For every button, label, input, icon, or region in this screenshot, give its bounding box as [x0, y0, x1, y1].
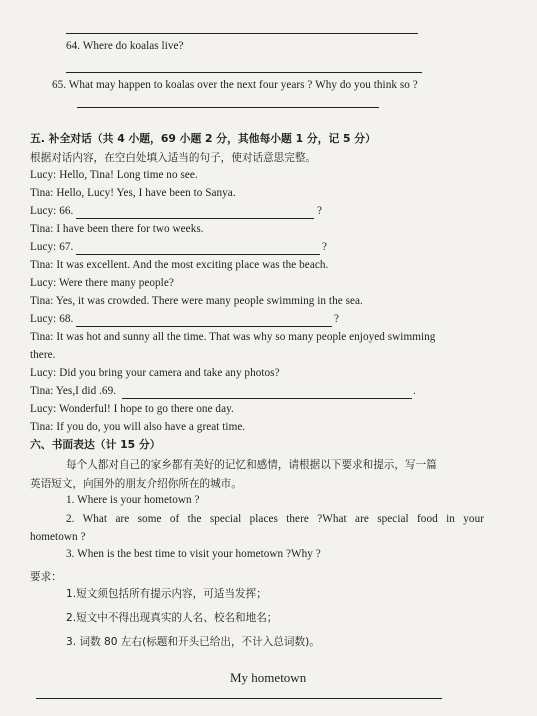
- dialogue-line: Tina: It was excellent. And the most exciting place was the beach.: [30, 259, 329, 271]
- essay-writing-line[interactable]: [36, 698, 442, 699]
- dialogue-line: Tina: It was hot and sunny all the time. That was why so many people enjoyed swimming: [30, 331, 436, 343]
- question-mark: ?: [334, 313, 340, 325]
- hint-item: 3. When is the best time to visit your hometown ?Why ?: [66, 548, 321, 560]
- question-64: 64. Where do koalas live?: [66, 40, 184, 52]
- answer-blank-66[interactable]: [76, 218, 314, 219]
- requirement-item: 2.短文中不得出现真实的人名、校名和地名；: [66, 612, 278, 624]
- answer-line-64[interactable]: [66, 72, 422, 73]
- dialogue-line: Lucy: Were there many people?: [30, 277, 174, 289]
- dialogue-line: Tina: I have been there for two weeks.: [30, 223, 204, 235]
- question-mark: ?: [322, 241, 328, 253]
- period-mark: .: [413, 385, 416, 397]
- section-5-heading: 五. 补全对话（共 4 小题，69 小题 2 分，其他每小题 1 分，记 5 分）: [30, 132, 376, 145]
- hint-item: 2. What are some of the special places there ?What are special food in your: [66, 513, 484, 525]
- section-5-instruction: 根据对话内容，在空白处填入适当的句子，使对话意思完整。: [30, 152, 317, 164]
- answer-blank-68[interactable]: [76, 326, 332, 327]
- question-mark: ?: [317, 205, 323, 217]
- requirement-item: 1.短文须包括所有提示内容，可适当发挥；: [66, 588, 267, 600]
- answer-blank-67[interactable]: [76, 254, 320, 255]
- dialogue-line: Lucy: Hello, Tina! Long time no see.: [30, 169, 198, 181]
- dialogue-line: Tina: Hello, Lucy! Yes, I have been to Sanya.: [30, 187, 236, 199]
- requirements-label: 要求：: [30, 571, 62, 583]
- dialogue-line: Tina: If you do, you will also have a great time.: [30, 421, 246, 433]
- dialogue-line-69: Tina: Yes,I did .69.: [30, 385, 117, 397]
- writing-prompt: 英语短文，向国外的朋友介绍你所在的城市。: [30, 478, 242, 490]
- question-65: 65. What may happen to koalas over the next four years ? Why do you think so ?: [52, 79, 418, 91]
- dialogue-line: Tina: Yes, it was crowded. There were many people swimming in the sea.: [30, 295, 363, 307]
- requirement-item: 3. 词数 80 左右(标题和开头已给出，不计入总词数)。: [66, 636, 320, 648]
- dialogue-line: Lucy: Did you bring your camera and take any photos?: [30, 367, 280, 379]
- hint-item: 1. Where is your hometown ?: [66, 494, 200, 506]
- dialogue-line: there.: [30, 349, 56, 361]
- dialogue-line-67: Lucy: 67.: [30, 241, 74, 253]
- answer-line-63[interactable]: [66, 33, 418, 34]
- essay-title: My hometown: [230, 670, 307, 685]
- answer-blank-69[interactable]: [122, 398, 412, 399]
- section-6-heading: 六、书面表达（计 15 分）: [30, 438, 161, 451]
- dialogue-line-68: Lucy: 68.: [30, 313, 74, 325]
- answer-line-65[interactable]: [77, 107, 379, 108]
- hint-item: hometown ?: [30, 531, 86, 543]
- dialogue-line-66: Lucy: 66.: [30, 205, 74, 217]
- writing-prompt: 每个人都对自己的家乡都有美好的记忆和感情，请根据以下要求和提示，写一篇: [66, 459, 437, 471]
- dialogue-line: Lucy: Wonderful! I hope to go there one day.: [30, 403, 234, 415]
